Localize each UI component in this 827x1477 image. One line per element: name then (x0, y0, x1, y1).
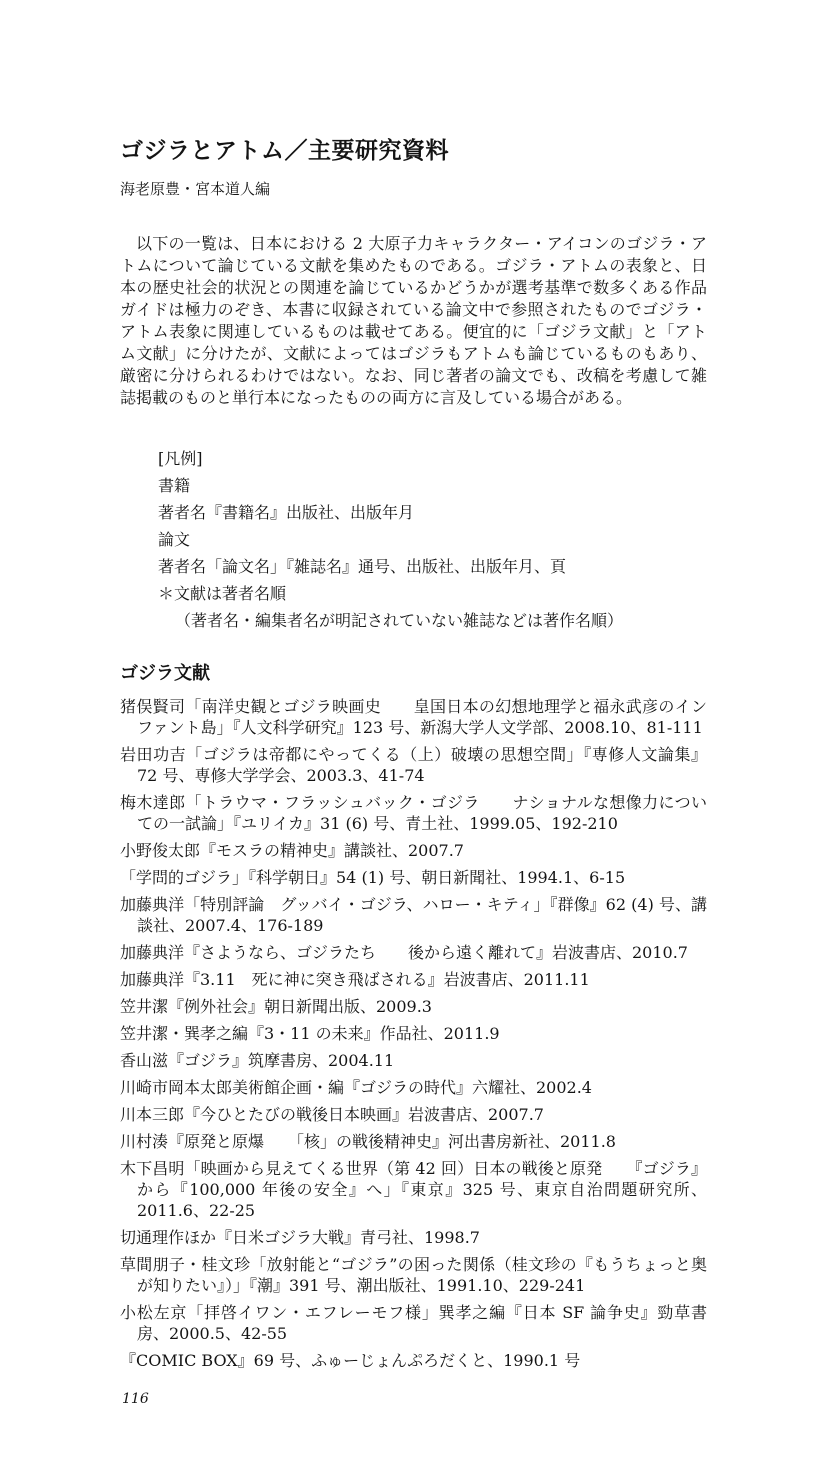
legend-line: 書籍 (158, 475, 191, 495)
bibliography-entry: 『COMIC BOX』69 号、ふゅーじょんぷろだくと、1990.1 号 (120, 1350, 581, 1370)
bibliography-entry: 川崎市岡本太郎美術館企画・編『ゴジラの時代』六耀社、2002.4 (120, 1077, 592, 1097)
legend-line: 論文 (158, 529, 191, 549)
bibliography-entry: 「学問的ゴジラ」『科学朝日』54 (1) 号、朝日新聞社、1994.1、6-15 (120, 867, 626, 887)
bibliography-list (120, 696, 707, 1371)
legend-line: 著者名「論文名」『雑誌名』通号、出版社、出版年月、頁 (158, 556, 567, 576)
bibliography-entry: 笠井潔・巽孝之編『3・11 の未来』作品社、2011.9 (120, 1023, 500, 1043)
legend-line: 著者名『書籍名』出版社、出版年月 (158, 502, 415, 522)
bibliography-entry: 加藤典洋『3.11 死に神に突き飛ばされる』岩波書店、2011.11 (120, 969, 590, 989)
bibliography-entry: 加藤典洋『さようなら、ゴジラたち 後から遠く離れて』岩波書店、2010.7 (120, 942, 688, 962)
editors-line: 海老原豊・宮本道人編 (120, 179, 271, 198)
legend-note: （著者名・編集者名が明記されていない雑誌などは著作名順） (175, 610, 624, 630)
legend-header: [凡例] (158, 448, 203, 468)
bibliography-entry: 小松左京「拝啓イワン・エフレーモフ様」巽孝之編『日本 SF 論争史』勁草書房、2000.5、42-55 (120, 1302, 707, 1343)
bibliography-entry: 川村湊『原発と原爆 「核」の戦後精神史』河出書房新社、2011.8 (120, 1131, 616, 1151)
bibliography-entry: 笠井潔『例外社会』朝日新聞出版、2009.3 (120, 996, 432, 1016)
page-number: 116 (122, 1391, 149, 1407)
bibliography-entry: 加藤典洋「特別評論 グッバイ・ゴジラ、ハロー・キティ」『群像』62 (4) 号、講談社、2007.4、176-189 (120, 894, 707, 935)
legend-lines (158, 472, 707, 607)
bibliography-entry: 岩田功吉「ゴジラは帝都にやってくる（上）破壊の思想空間」『専修人文論集』72 号、専修大学学会、2003.3、41-74 (120, 744, 707, 785)
bibliography-entry: 草間朋子・桂文珍「放射能と“ゴジラ”の困った関係（桂文珍の『もうちょっと奥が知りたい』）」『潮』391 号、潮出版社、1991.10、229-241 (120, 1254, 707, 1295)
legend-block (158, 445, 707, 634)
bibliography-entry: 猪俣賢司「南洋史観とゴジラ映画史 皇国日本の幻想地理学と福永武彦のインファント島」『人文科学研究』123 号、新潟大学人文学部、2008.10、81-111 (120, 696, 707, 737)
bibliography-entry: 小野俊太郎『モスラの精神史』講談社、2007.7 (120, 840, 464, 860)
section-heading-godzilla-bibliography: ゴジラ文献 (120, 662, 210, 684)
bibliography-entry: 香山滋『ゴジラ』筑摩書房、2004.11 (120, 1050, 395, 1070)
page-title: ゴジラとアトム／主要研究資料 (120, 137, 449, 164)
bibliography-entry: 梅木達郎「トラウマ・フラッシュバック・ゴジラ ナショナルな想像力についての一試論」『ユリイカ』31 (6) 号、青土社、1999.05、192-210 (120, 792, 707, 833)
bibliography-entry: 木下昌明「映画から見えてくる世界（第 42 回）日本の戦後と原発 『ゴジラ』から『100,000 年後の安全』へ」『東京』325 号、東京自治問題研究所、2011.6、22-25 (120, 1158, 707, 1220)
legend-line: ＊文献は著者名順 (158, 583, 287, 603)
bibliography-entry: 川本三郎『今ひとたびの戦後日本映画』岩波書店、2007.7 (120, 1104, 544, 1124)
bibliography-entry: 切通理作ほか『日米ゴジラ大戦』青弓社、1998.7 (120, 1227, 480, 1247)
intro-paragraph: 以下の一覧は、日本における 2 大原子力キャラクター・アイコンのゴジラ・アトムについて論じている文献を集めたものである。ゴジラ・アトムの表象と、日本の歴史社会的状況との関連を論じているかどうかが選考基準で数多くある作品ガイドは極力のぞき、本書に収録されている論文中で参照されたものでゴジラ・アトム表象に関連しているものは載せてある。便宜的に「ゴジラ文献」と「アトム文献」に分けたが、文献によってはゴジラもアトムも論じているものもあり、厳密に分けられるわけではない。なお、同じ著者の論文でも、改稿を考慮して雑誌掲載のものと単行本になったものの両方に言及している場合がある。 (120, 233, 707, 407)
